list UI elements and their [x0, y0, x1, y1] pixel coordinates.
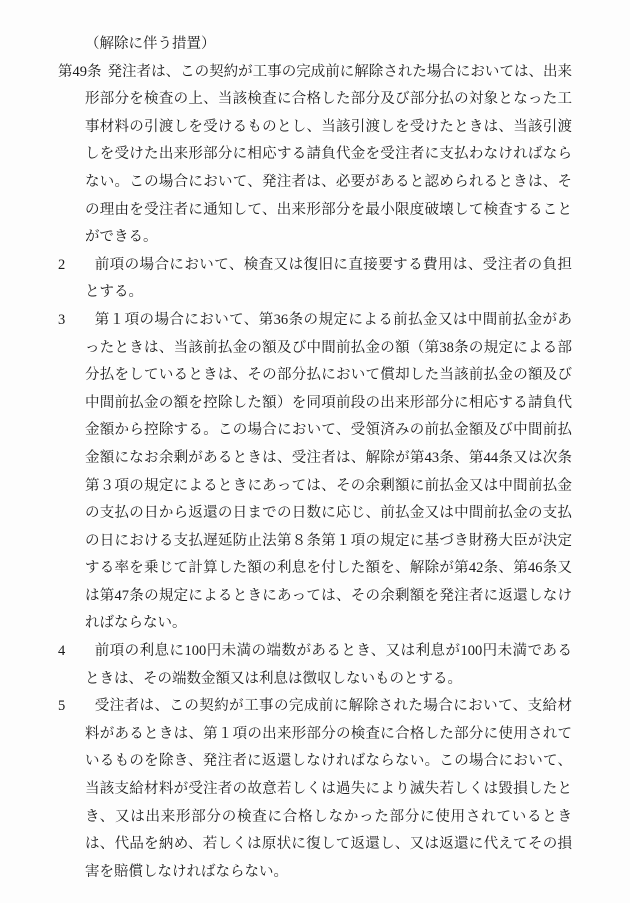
clause-heading: （解除に伴う措置） — [85, 36, 216, 52]
paragraph-text: 受注者は、この契約が工事の完成前に解除された場合において、支給材料があるときは、第１項の出来形部分の検査に合格した部分に使用されているものを除き、発注者に返還しなければならない。この場合において、当該支給材料が受注者の故意若しくは過失により滅失若しくは毀損したとき、又は出来形部分の検査に合格しなかった部分に使用されているときは、代品を納め、若しくは原状に復して返還し、又は返還に代えてその損害を賠償しなければならない。 — [85, 698, 572, 880]
paragraph-item-4 — [58, 638, 572, 693]
paragraph-article-49 — [58, 59, 572, 252]
item-number-label: 4 — [58, 643, 66, 660]
paragraph-text: 第１項の場合において、第36条の規定による前払金又は中間前払金があったときは、当該前払金の額及び中間前払金の額（第38条の規定による部分払をしているときは、その部分払において償却した当該前払金の額及び中間前払金の額を控除した額）を同項前段の出来形部分に相応する請負代金額から控除する。この場合において、受領済みの前払金額及び中間前払金額になお余剰があるときは、受注者は、解除が第43条、第44条又は次条第３項の規定によるときにあっては、その余剰額に前払金又は中間前払金の支払の日から返還の日までの日数に応じ、前払金又は中間前払金の支払の日における支払遅延防止法第８条第１項の規定に基づき財務大臣が決定する率を乗じて計算した額の利息を付した額を、解除が第42条、第46条又は第47条の規定によるときにあっては、その余剰額を発注者に返還しなければならない。 — [85, 311, 572, 632]
paragraph-item-2 — [58, 252, 572, 307]
paragraph-text: 発注者は、この契約が工事の完成前に解除された場合においては、出来形部分を検査の上、当該検査に合格した部分及び部分払の対象となった工事材料の引渡しを受けるものとし、当該引渡しを受けたときは、当該引渡しを受けた出来形部分に相応する請負代金を受注者に支払わなければならない。この場合において、発注者は、必要があると認められるときは、その理由を受注者に通知して、出来形部分を最小限度破壊して検査することができる。 — [85, 63, 572, 246]
item-number-label: 3 — [58, 311, 66, 328]
item-number-label: 5 — [58, 698, 66, 715]
item-number-label: 2 — [58, 256, 66, 273]
paragraph-item-3 — [58, 307, 572, 638]
paragraph-text: 前項の利息に100円未満の端数があるとき、又は利息が100円未満であるときは、その端数金額又は利息は徴収しないものとする。 — [85, 643, 572, 687]
paragraph-text: 前項の場合において、検査又は復旧に直接要する費用は、受注者の負担とする。 — [85, 256, 572, 301]
article-number-label: 第49条 — [58, 63, 102, 80]
paragraph-item-5 — [58, 693, 572, 886]
